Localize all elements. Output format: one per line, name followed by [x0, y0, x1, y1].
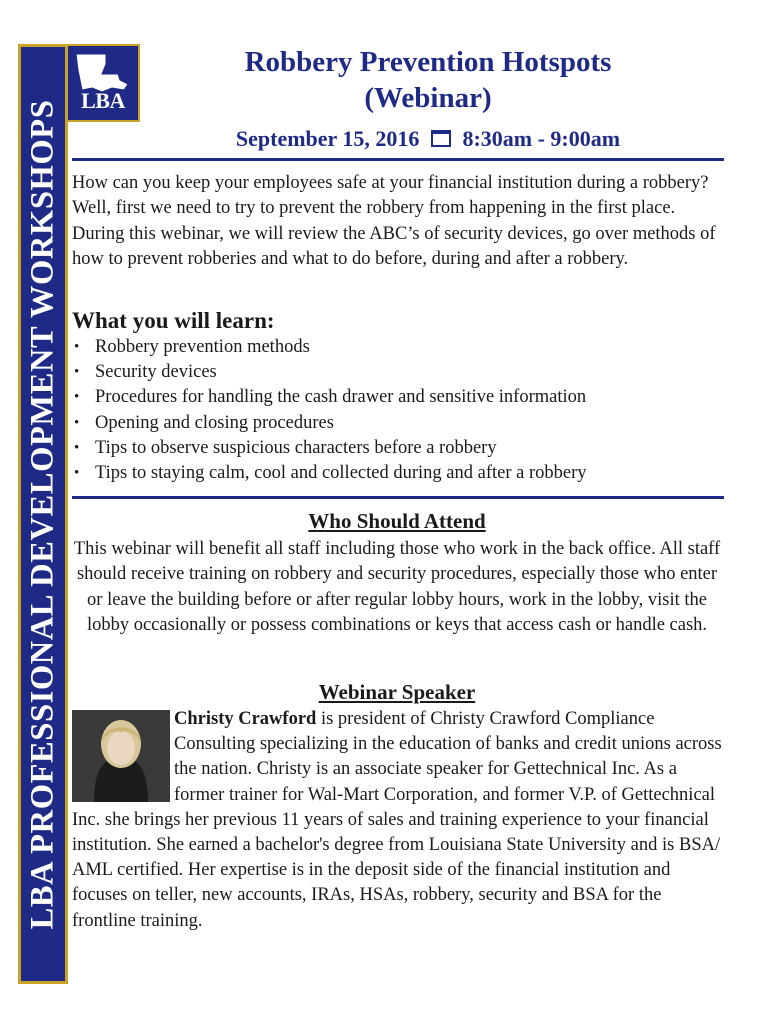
- logo-text: LBA: [81, 88, 125, 113]
- learn-list: [72, 335, 722, 486]
- speaker-heading: Webinar Speaker: [318, 680, 476, 704]
- event-date: September 15, 2016: [235, 126, 420, 151]
- list-item: • Tips to observe suspicious characters before a robbery: [72, 436, 722, 461]
- list-item: • Tips to staying calm, cool and collected during and after a robbery: [72, 461, 722, 486]
- section-divider: [72, 496, 724, 499]
- attend-paragraph: This webinar will benefit all staff including those who work in the back office. All staff should receive training on robbery and security procedures, especially those who enter or leave the building before or after regular lobby hours, work in the lobby, visit the lobby occasionally or possess combinations or keys that access cash or handle cash.: [73, 539, 721, 635]
- page-title: Robbery Prevention Hotspots: [244, 46, 612, 78]
- date-time-line: [150, 125, 706, 153]
- header-divider: [72, 158, 724, 161]
- list-item: • Opening and closing procedures: [72, 411, 722, 436]
- page-subtitle: (Webinar): [364, 82, 492, 114]
- calendar-icon: [431, 130, 451, 147]
- sidebar-text: LBA PROFESSIONAL DEVELOPMENT WORKSHOPS: [24, 99, 61, 929]
- learn-heading: What you will learn:: [72, 308, 275, 333]
- list-item: • Security devices: [72, 360, 722, 385]
- speaker-name: Christy Crawford: [174, 709, 317, 729]
- lba-logo: [68, 44, 140, 122]
- list-item: • Robbery prevention methods: [72, 335, 722, 360]
- intro-paragraph: How can you keep your employees safe at your financial institution during a robbery? Well, first we need to try to prevent the robbery from happening in the first place. During this webinar, we will review the ABC’s of security devices, go over methods of how to prevent robberies and what to do before, during and after a robbery.: [72, 173, 716, 269]
- speaker-bio-text: is president of Christy Crawford Compliance Consulting specializing in the education of banks and credit unions across the nation. Christy is an associate speaker for Gettechnical Inc. As a former trainer for Wal-Mart Corporation, and former V.P. of Gettechnical Inc. she brings her previous 11 years of sales and training experience to your financial institution. She earned a bachelor's degree from Louisiana State University and is BSA/ AML certified. Her expertise is in the deposit side of the financial institution and focuses on teller, new accounts, IRAs, HSAs, robbery, security and BSA for the frontline training.: [72, 709, 722, 931]
- attend-heading: Who Should Attend: [308, 509, 486, 533]
- speaker-bio: [72, 707, 722, 934]
- event-time: 8:30am - 9:00am: [462, 126, 621, 151]
- sidebar-banner: [18, 44, 68, 984]
- list-item: • Procedures for handling the cash drawer and sensitive information: [72, 385, 722, 410]
